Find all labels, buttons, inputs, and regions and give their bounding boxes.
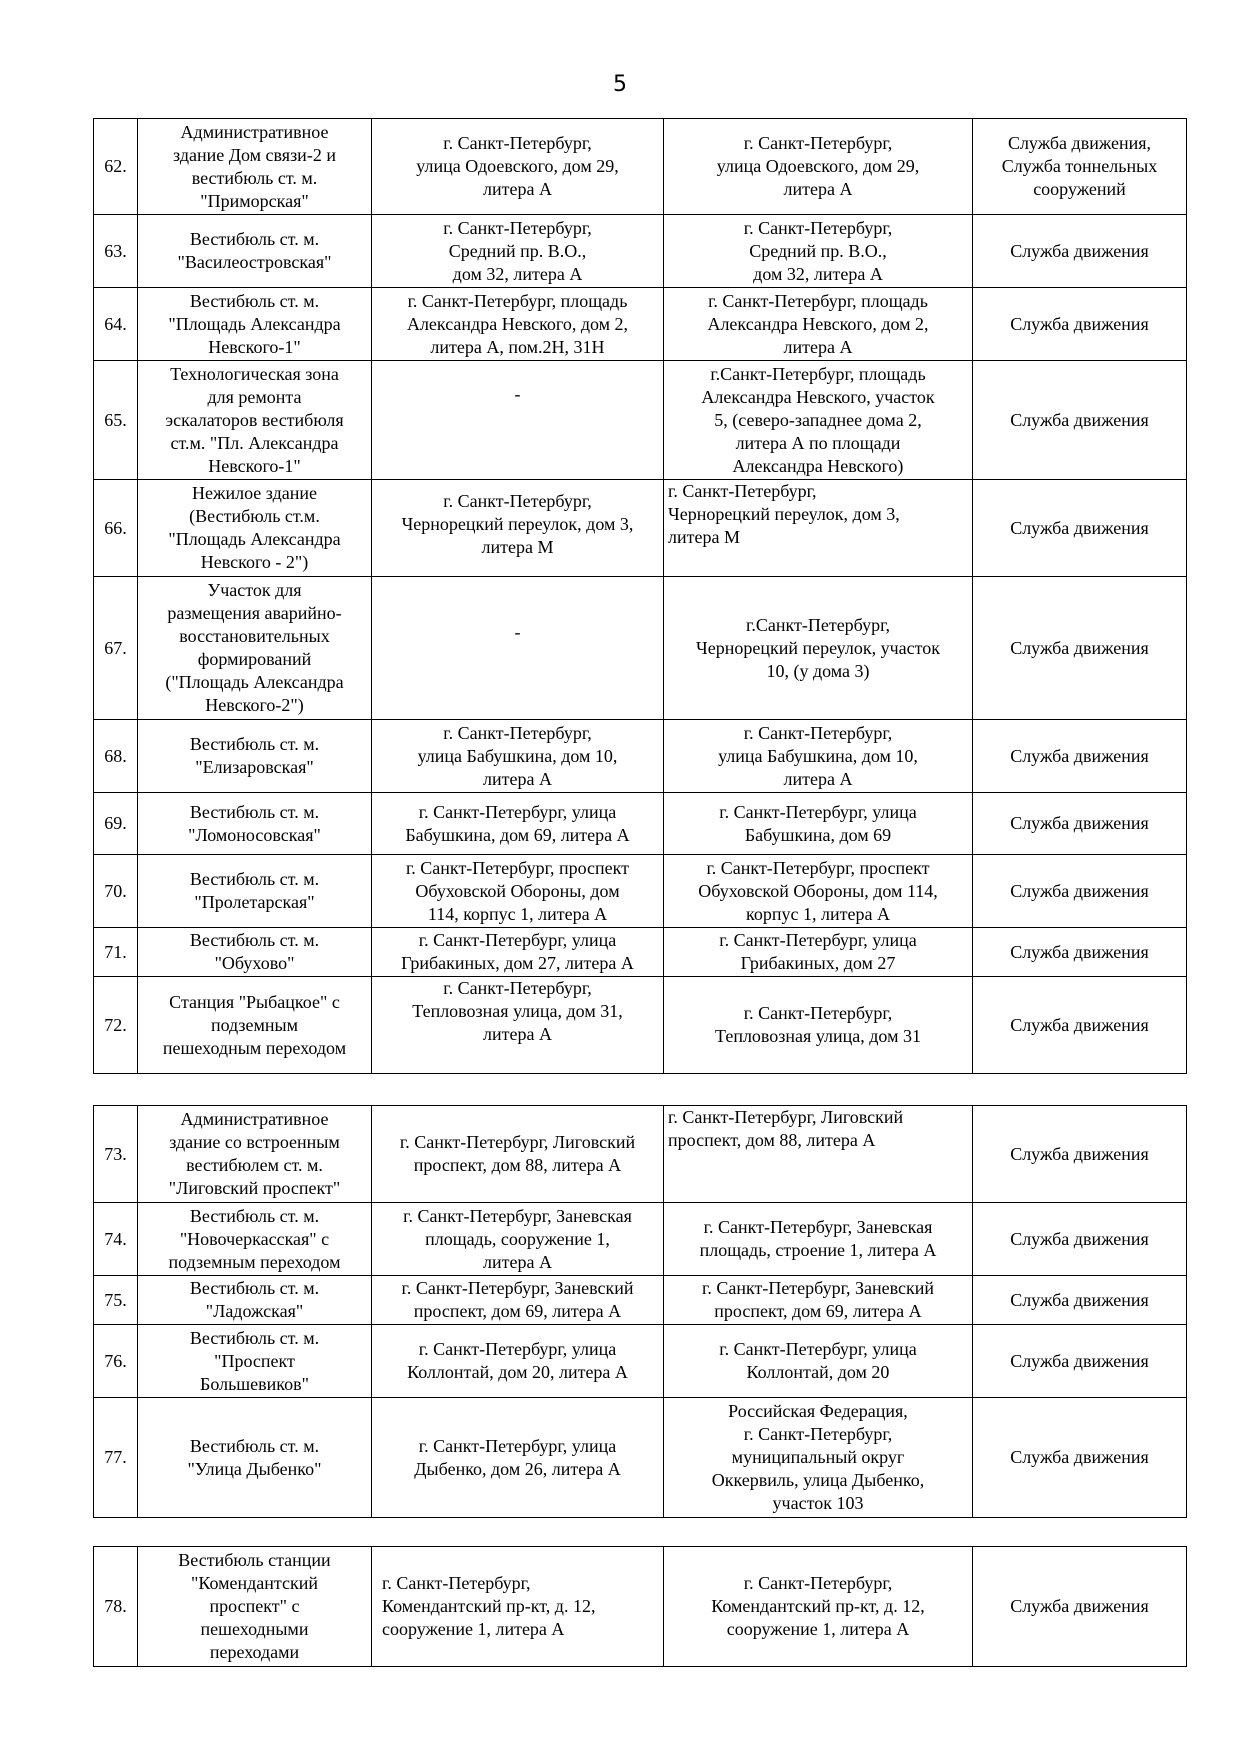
row-number: 72. <box>94 977 138 1074</box>
service-cell: Служба движения <box>973 855 1187 928</box>
address-cell-2: г. Санкт-Петербург, Заневский проспект, дом 69, литера А <box>664 1276 973 1325</box>
object-name: Вестибюль ст. м. "Площадь Александра Невского-1" <box>138 288 372 361</box>
table-row <box>94 361 1187 480</box>
address-cell: г. Санкт-Петербург, Чернорецкий переулок, дом 3, литера М <box>372 480 664 577</box>
table-row <box>94 1398 1187 1518</box>
row-number: 69. <box>94 793 138 855</box>
row-number: 65. <box>94 361 138 480</box>
address-cell-2: г. Санкт-Петербург, Тепловозная улица, дом 31 <box>664 977 973 1074</box>
address-cell-2: г.Санкт-Петербург, площадь Александра Невского, участок 5, (северо-западнее дома 2, литера А по площади Александра Невского) <box>664 361 973 480</box>
service-cell: Служба движения <box>973 480 1187 577</box>
address-cell: г. Санкт-Петербург, Тепловозная улица, дом 31, литера А <box>372 977 664 1074</box>
object-name: Вестибюль ст. м. "Ломоносовская" <box>138 793 372 855</box>
service-cell: Служба движения <box>973 1203 1187 1276</box>
address-cell-2: г. Санкт-Петербург, улица Грибакиных, дом 27 <box>664 928 973 977</box>
object-name: Участок для размещения аварийно- восстановительных формирований ("Площадь Александра Невского-2") <box>138 577 372 720</box>
address-cell-2: г. Санкт-Петербург, улица Бабушкина, дом 10, литера А <box>664 720 973 793</box>
object-name: Вестибюль ст. м. "Обухово" <box>138 928 372 977</box>
table-row <box>94 1547 1187 1667</box>
service-cell: Служба движения <box>973 1106 1187 1203</box>
service-cell: Служба движения <box>973 215 1187 288</box>
service-cell: Служба движения <box>973 1276 1187 1325</box>
address-cell: - <box>372 361 664 480</box>
page-number: 5 <box>613 72 627 97</box>
address-cell: г. Санкт-Петербург, Комендантский пр-кт, д. 12, сооружение 1, литера А <box>372 1547 664 1667</box>
address-cell: г. Санкт-Петербург, площадь Александра Невского, дом 2, литера А, пом.2Н, 31Н <box>372 288 664 361</box>
table-row <box>94 977 1187 1074</box>
row-number: 73. <box>94 1106 138 1203</box>
service-cell: Служба движения <box>973 928 1187 977</box>
object-name: Вестибюль ст. м. "Улица Дыбенко" <box>138 1398 372 1518</box>
object-name: Вестибюль ст. м. "Елизаровская" <box>138 720 372 793</box>
address-cell: г. Санкт-Петербург, Заневская площадь, сооружение 1, литера А <box>372 1203 664 1276</box>
object-name: Станция "Рыбацкое" с подземным пешеходным переходом <box>138 977 372 1074</box>
address-cell: г. Санкт-Петербург, Средний пр. В.О., дом 32, литера А <box>372 215 664 288</box>
row-number: 78. <box>94 1547 138 1667</box>
address-cell-2: г. Санкт-Петербург, площадь Александра Невского, дом 2, литера А <box>664 288 973 361</box>
row-number: 62. <box>94 119 138 215</box>
address-cell: г. Санкт-Петербург, улица Коллонтай, дом 20, литера А <box>372 1325 664 1398</box>
address-cell: г. Санкт-Петербург, Заневский проспект, дом 69, литера А <box>372 1276 664 1325</box>
address-cell-2: г.Санкт-Петербург, Чернорецкий переулок, участок 10, (у дома 3) <box>664 577 973 720</box>
service-cell: Служба движения <box>973 1398 1187 1518</box>
table-row <box>94 1203 1187 1276</box>
object-name: Административное здание со встроенным вестибюлем ст. м. "Лиговский проспект" <box>138 1106 372 1203</box>
row-number: 74. <box>94 1203 138 1276</box>
service-cell: Служба движения <box>973 1325 1187 1398</box>
row-number: 67. <box>94 577 138 720</box>
row-number: 77. <box>94 1398 138 1518</box>
table-row <box>94 1106 1187 1203</box>
object-name: Нежилое здание (Вестибюль ст.м. "Площадь Александра Невского - 2") <box>138 480 372 577</box>
table-row <box>94 855 1187 928</box>
table-row <box>94 119 1187 215</box>
row-number: 76. <box>94 1325 138 1398</box>
address-cell-2: г. Санкт-Петербург, улица Бабушкина, дом 69 <box>664 793 973 855</box>
row-number: 75. <box>94 1276 138 1325</box>
service-cell: Служба движения, Служба тоннельных сооружений <box>973 119 1187 215</box>
row-number: 63. <box>94 215 138 288</box>
object-name: Вестибюль ст. м. "Пролетарская" <box>138 855 372 928</box>
register-table-2 <box>93 1105 1187 1518</box>
table-row <box>94 720 1187 793</box>
service-cell: Служба движения <box>973 977 1187 1074</box>
object-name: Вестибюль ст. м. "Проспект Большевиков" <box>138 1325 372 1398</box>
address-cell: г. Санкт-Петербург, улица Дыбенко, дом 26, литера А <box>372 1398 664 1518</box>
address-cell-2: г. Санкт-Петербург, Чернорецкий переулок, дом 3, литера М <box>664 480 973 577</box>
service-cell: Служба движения <box>973 1547 1187 1667</box>
address-cell: г. Санкт-Петербург, улица Грибакиных, дом 27, литера А <box>372 928 664 977</box>
table-row <box>94 577 1187 720</box>
object-name: Административное здание Дом связи-2 и вестибюль ст. м. "Приморская" <box>138 119 372 215</box>
address-cell-2: г. Санкт-Петербург, Заневская площадь, строение 1, литера А <box>664 1203 973 1276</box>
service-cell: Служба движения <box>973 288 1187 361</box>
address-cell: г. Санкт-Петербург, проспект Обуховской Обороны, дом 114, корпус 1, литера А <box>372 855 664 928</box>
row-number: 68. <box>94 720 138 793</box>
table-row <box>94 928 1187 977</box>
address-cell-2: г. Санкт-Петербург, Лиговский проспект, дом 88, литера А <box>664 1106 973 1203</box>
service-cell: Служба движения <box>973 361 1187 480</box>
register-table-1 <box>93 118 1187 1074</box>
address-cell-2: г. Санкт-Петербург, проспект Обуховской Обороны, дом 114, корпус 1, литера А <box>664 855 973 928</box>
address-cell-2: г. Санкт-Петербург, Средний пр. В.О., дом 32, литера А <box>664 215 973 288</box>
address-cell-2: г. Санкт-Петербург, улица Коллонтай, дом 20 <box>664 1325 973 1398</box>
address-cell-2: г. Санкт-Петербург, улица Одоевского, дом 29, литера А <box>664 119 973 215</box>
address-cell: - <box>372 577 664 720</box>
table-row <box>94 215 1187 288</box>
object-name: Вестибюль ст. м. "Ладожская" <box>138 1276 372 1325</box>
address-cell: г. Санкт-Петербург, Лиговский проспект, дом 88, литера А <box>372 1106 664 1203</box>
address-cell-2: Российская Федерация, г. Санкт-Петербург, муниципальный округ Оккервиль, улица Дыбенко, участок 103 <box>664 1398 973 1518</box>
row-number: 66. <box>94 480 138 577</box>
object-name: Вестибюль ст. м. "Василеостровская" <box>138 215 372 288</box>
table-row <box>94 1325 1187 1398</box>
address-cell: г. Санкт-Петербург, улица Бабушкина, дом 69, литера А <box>372 793 664 855</box>
object-name: Вестибюль станции "Комендантский проспект" с пешеходными переходами <box>138 1547 372 1667</box>
table-row <box>94 793 1187 855</box>
object-name: Технологическая зона для ремонта эскалаторов вестибюля ст.м. "Пл. Александра Невского-1" <box>138 361 372 480</box>
service-cell: Служба движения <box>973 720 1187 793</box>
row-number: 71. <box>94 928 138 977</box>
row-number: 64. <box>94 288 138 361</box>
table-row <box>94 288 1187 361</box>
object-name: Вестибюль ст. м. "Новочеркасская" с подземным переходом <box>138 1203 372 1276</box>
table-row <box>94 480 1187 577</box>
table-row <box>94 1276 1187 1325</box>
service-cell: Служба движения <box>973 577 1187 720</box>
address-cell: г. Санкт-Петербург, улица Бабушкина, дом 10, литера А <box>372 720 664 793</box>
register-table-3 <box>93 1546 1187 1667</box>
row-number: 70. <box>94 855 138 928</box>
address-cell: г. Санкт-Петербург, улица Одоевского, дом 29, литера А <box>372 119 664 215</box>
service-cell: Служба движения <box>973 793 1187 855</box>
address-cell-2: г. Санкт-Петербург, Комендантский пр-кт, д. 12, сооружение 1, литера А <box>664 1547 973 1667</box>
